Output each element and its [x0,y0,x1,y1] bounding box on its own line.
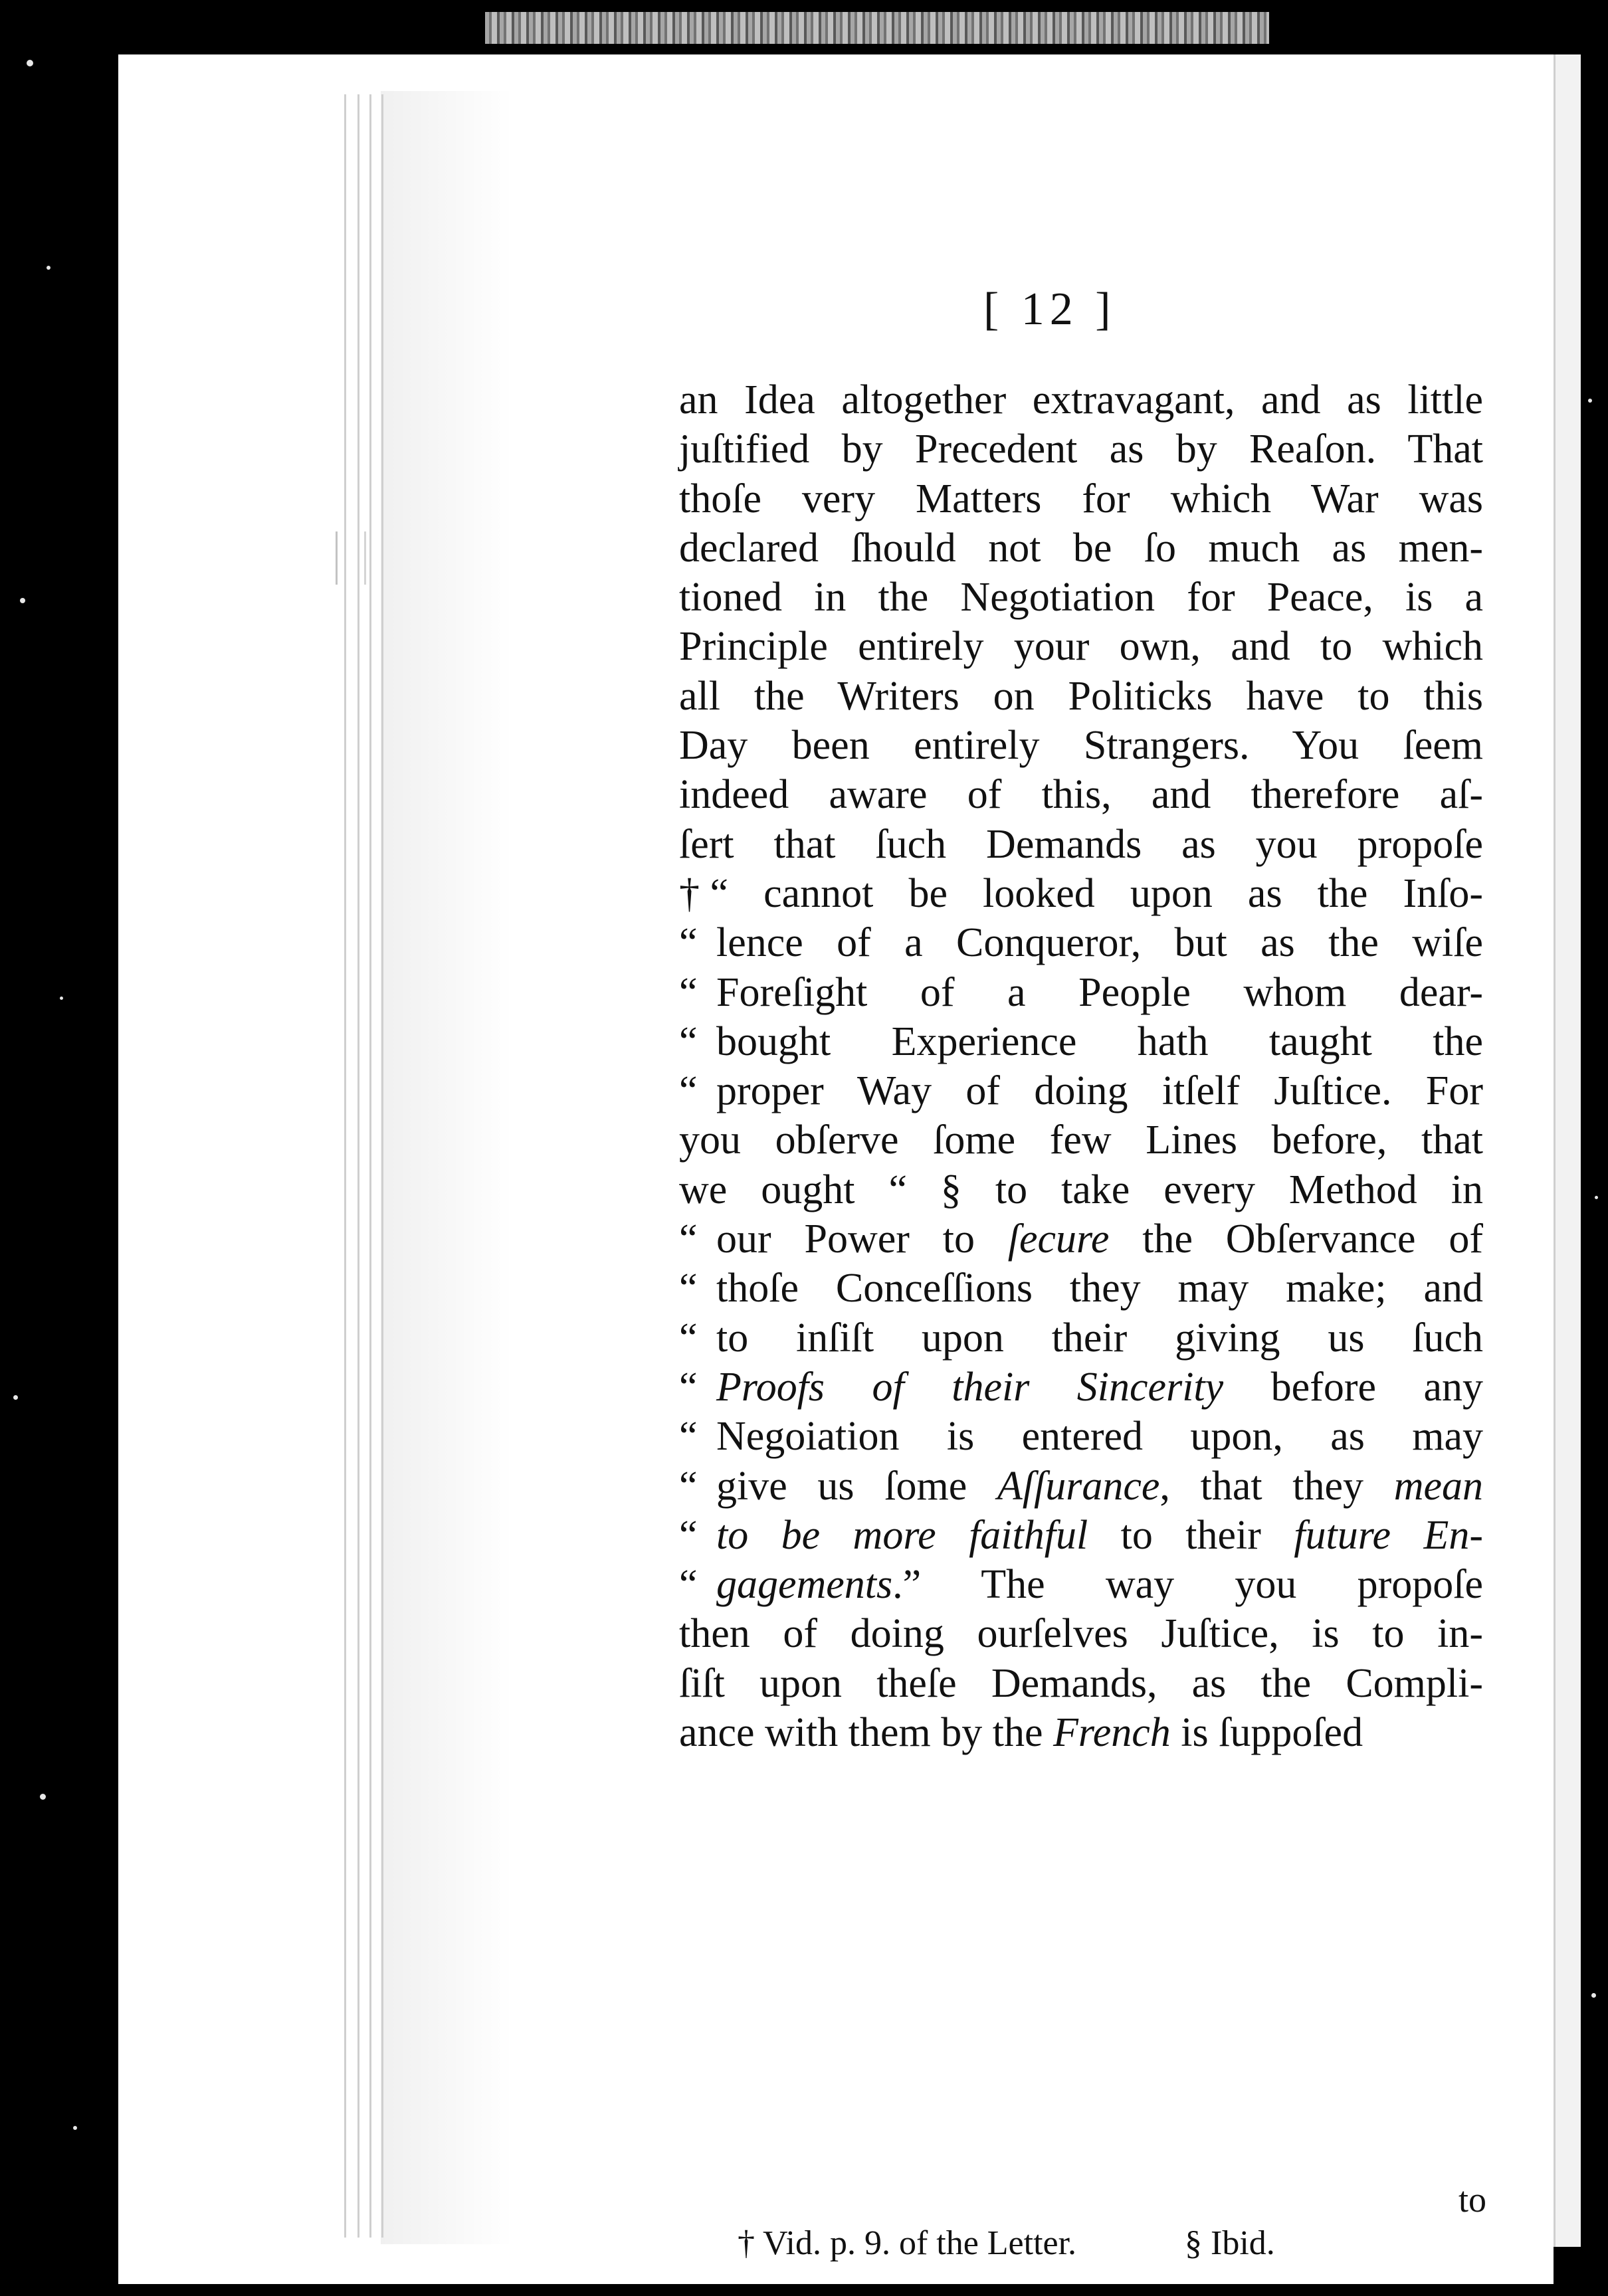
text-line: † “ cannot be looked upon as the Inſo- [679,870,1483,916]
text-line: “ gagements.” The way you propoſe [679,1562,1483,1608]
text-line: indeed aware of this, and therefore aſ- [679,772,1483,818]
text-line: “ proper Way of doing itſelf Juſtice. For [679,1068,1483,1114]
scan-speck [47,266,50,270]
text-line: “ give us ſome Aſſurance, that they mean [679,1463,1484,1509]
text-line: “ Proofs of their Sincerity before any [679,1364,1483,1410]
text-line: all the Writers on Politicks have to this [679,673,1483,719]
text-line: “ lence of a Conqueror, but as the wiſe [679,920,1483,966]
gutter-shadow [381,91,514,2244]
page-number: [ 12 ] [983,284,1116,335]
text-line: “ Negoiation is entered upon, as may [679,1414,1483,1460]
text-line: we ought “ § to take every Method in [679,1167,1483,1212]
scan-speck [20,598,25,603]
text-line: “ thoſe Conceſſions they may make; and [679,1266,1483,1311]
text-line: ance with them by the French is ſuppoſed [679,1710,1363,1756]
catchword: to [1458,2180,1487,2220]
page-edge-line [357,94,359,2238]
scan-speck [60,997,63,1000]
page-edge-line [344,94,346,2238]
scan-speck [73,2126,77,2130]
text-line: ſert that ſuch Demands as you propoſe [679,821,1483,867]
scan-edge-strip [485,12,1269,44]
text-line: then of doing ourſelves Juſtice, is to in- [679,1611,1483,1657]
text-line: Day been entirely Strangers. You ſeem [679,723,1483,769]
text-line: “ to be more faithful to their future En- [679,1512,1484,1558]
text-line: you obſerve ſome few Lines before, that [679,1117,1483,1163]
footnotes [738,2224,1275,2263]
body-text [679,375,1483,1757]
scan-speck [27,60,33,66]
scan-speck [1588,399,1592,403]
text-line: thoſe very Matters for which War was [679,476,1483,522]
footnote-dagger: † Vid. p. 9. of the Letter. [738,2224,1077,2262]
text-line: juſtified by Precedent as by Reaſon. That [679,427,1483,472]
scan-speck [1591,1993,1596,1998]
page-edge-line [369,94,371,2238]
text-line: tioned in the Negotiation for Peace, is a [679,575,1483,621]
text-line: Principle entirely your own, and to which [679,624,1483,670]
page-edge-line [381,94,383,2238]
text-line: “ our Power to ſecure the Obſervance of [679,1216,1483,1262]
gutter-mark [336,531,366,585]
footnote-section: § Ibid. [1185,2224,1275,2262]
text-line: “ to inſiſt upon their giving us ſuch [679,1315,1483,1361]
text-line: an Idea altogether extravagant, and as little [679,377,1483,423]
scan-speck [13,1395,18,1400]
scan-speck [1595,1196,1598,1199]
page-right-edge [1554,54,1581,2247]
scan-speck [40,1794,46,1800]
text-line: “ Foreſight of a People whom dear- [679,969,1483,1015]
text-line: “ bought Experience hath taught the [679,1018,1483,1064]
text-line: declared ſhould not be ſo much as men- [679,525,1483,571]
text-line: ſiſt upon theſe Demands, as the Compli- [679,1660,1483,1706]
